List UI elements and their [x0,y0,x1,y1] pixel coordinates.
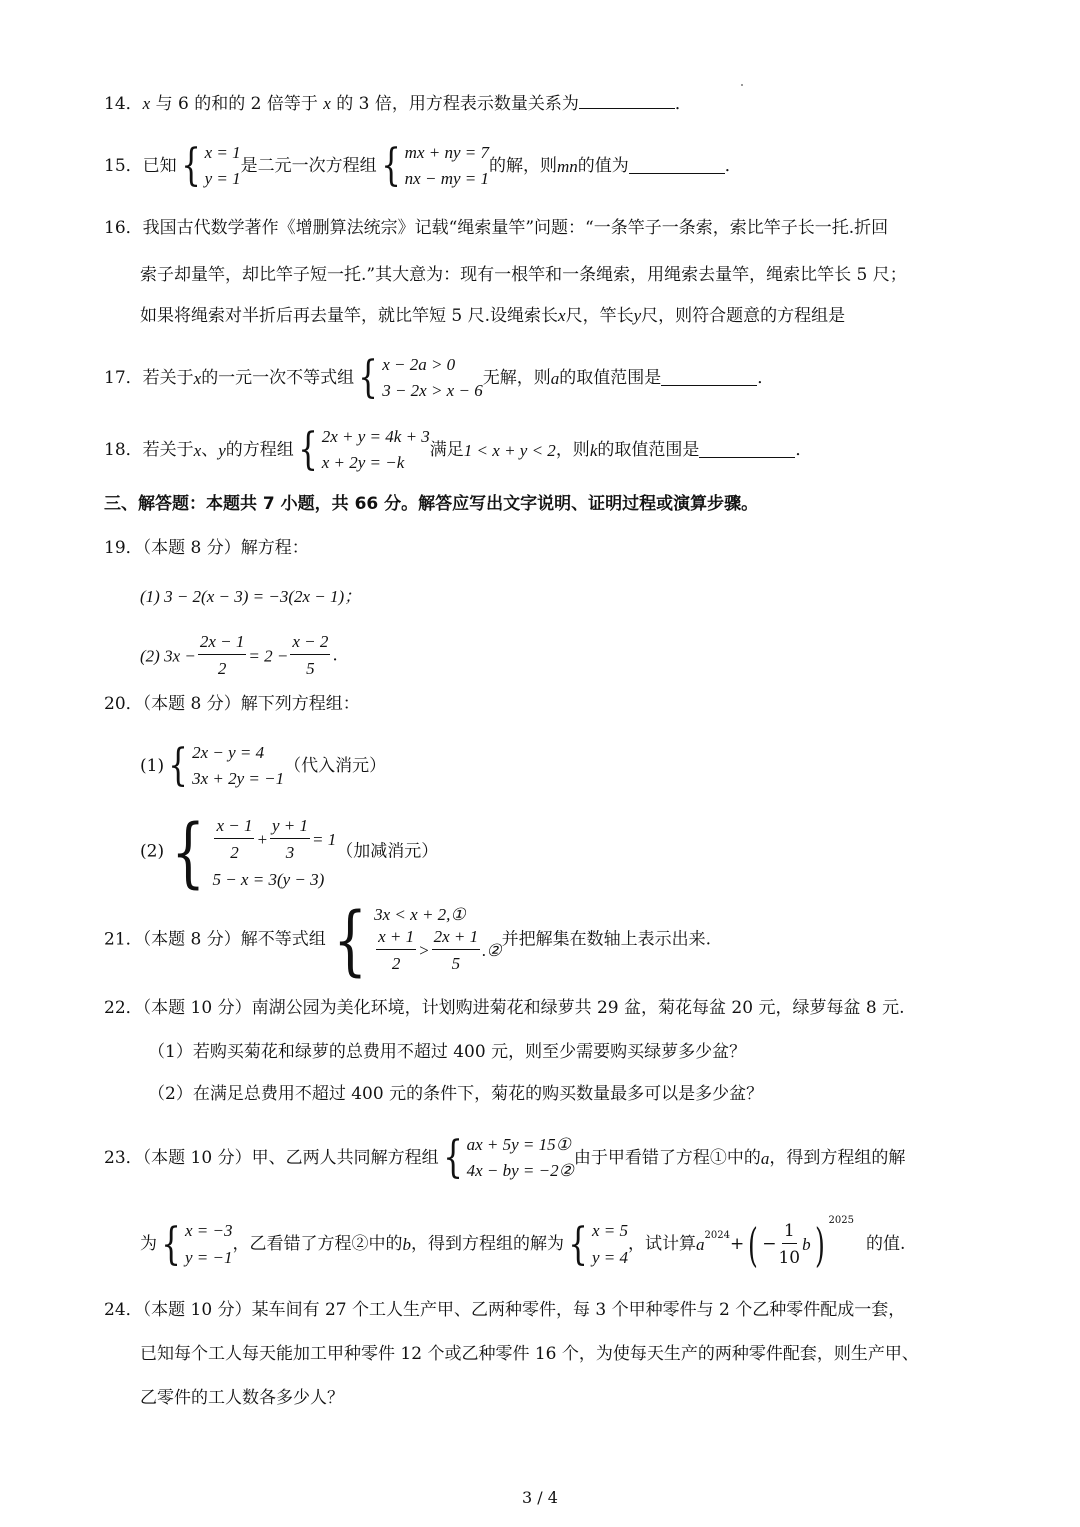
q23-text-l2d: ，试计算 [628,1234,697,1254]
q16-y: y [633,306,642,325]
q14-var2: x [323,94,331,113]
q23-exp1: 2024 [704,1230,730,1241]
denominator: 2 [391,954,401,973]
page-number: 3 / 4 [522,1488,558,1507]
numerator: 1 [782,1221,797,1244]
right-paren: ) [814,1217,825,1272]
question-14 [104,94,692,113]
q16-text-3b: 尺，竿长 [565,306,634,326]
q16-text-3c: 尺，则符合题意的方程组是 [641,306,846,326]
q18-number: 18． [104,439,143,460]
fraction [432,927,481,975]
q18-k: k [589,440,598,460]
sys-row: x = 1 [204,143,241,162]
q23-text-b: ，得到方程组的解 [769,1147,906,1168]
sys-row: y = 1 [204,169,241,189]
q20-p1-label: (1) [140,755,165,776]
numerator: 2x + 1 [432,927,481,950]
q23-base: a [696,1235,705,1254]
sys-row: nx − my = 1 [404,169,489,189]
question-21 [104,895,712,984]
left-paren: ( [748,1217,759,1272]
question-17 [104,352,774,405]
question-16-line1 [104,220,888,237]
answer-blank[interactable] [699,443,795,458]
fraction [376,927,416,975]
question-24-line2: 已知每个工人每天能加工甲种零件 12 个或乙种零件 16 个，为使每天生产的两种零件配套，则生产甲、 [140,1344,919,1364]
q18-text-d: ，则 [555,439,590,460]
q20-part2 [140,807,439,896]
q23-text-l2b: ，乙看错了方程②中的 [232,1234,403,1254]
answer-blank[interactable] [661,371,757,386]
speck [741,84,743,86]
equals: = 1 [312,830,337,849]
plus: + [256,830,268,849]
q17-period: ． [757,367,775,388]
question-22-title: 22．（本题 10 分）南湖公园为美化环境，计划购进菊花和绿萝共 29 盆，菊花每盆 20 元，绿萝每盆 8 元. [104,998,905,1018]
q19-p2-b: = 2 − [248,646,289,666]
q15-period: ． [724,155,742,176]
denominator: 5 [306,659,315,679]
q18-text-e: 的取值范围是 [597,439,700,460]
q19-part1: (1) 3 − 2(x − 3) = −3(2x − 1)； [140,587,362,606]
sys-row: y = −1 [185,1247,233,1267]
numerator: x − 1 [214,816,254,839]
q15-text-d: 的值为 [577,155,629,176]
q23-title: 23．（本题 10 分）甲、乙两人共同解方程组 [104,1147,439,1168]
q22-part1: （1）若购买菊花和绿萝的总费用不超过 400 元，则至少需要购买绿萝多少盆？ [148,1042,747,1062]
q15-text-a: 已知 [142,155,177,176]
q16-text-1: 我国古代数学著作《增删算法统宗》记载“绳索量竿”问题：“一条竿子一条索，索比竿子长一托.折回 [142,218,889,238]
equation-system: { 2x − y = 4 3x + 2y = −1 [168,740,285,792]
inequality-system: { 3x < x + 2,① $\frac{x + 1}{2}$ > $\frac{2x + 1}{5}$ .② [333,895,502,984]
q17-text-d: 的取值范围是 [559,367,662,388]
question-23-line1 [104,1132,905,1185]
q23-text-l2e: 的值. [865,1234,906,1254]
question-16-line2 [140,267,907,284]
sys-row: y = 4 [592,1247,629,1267]
q23-text-a: 由于甲看错了方程①中的 [573,1147,761,1168]
equation-system: { mx + ny = 7 nx − my = 1 [380,140,489,192]
circle-2: .② [482,941,502,960]
q14-number: 14． [104,94,143,114]
q15-number: 15． [104,155,143,176]
q23-a: a [760,1148,770,1168]
q19-p2-a: (2) 3x − [140,646,196,666]
q18-text-c: 满足 [429,439,464,460]
question-18 [104,424,812,477]
sys-row: x = 5 [592,1221,629,1241]
denominator: 2 [230,843,239,862]
q18-period: ． [795,439,813,460]
sys-row: 3x < x + 2,① [374,904,466,924]
q17-number: 17． [104,367,143,388]
denominator: 10 [778,1248,801,1268]
numerator: 2x − 1 [198,632,247,655]
answer-blank[interactable] [579,94,675,109]
q18-x: x [193,440,202,460]
q15-text-c: 的解，则 [488,155,557,176]
sys-row: x + 2y = −k [321,453,405,473]
q18-text-b: 的方程组 [225,439,294,460]
sys-row: 3 − 2x > x − 6 [382,381,483,401]
minus: − [762,1234,777,1254]
q15-mn: mn [556,156,578,176]
q18-inequality: 1 < x + y < 2 [463,440,556,460]
q14-text-a: 与 6 的和的 2 倍等于 [150,94,324,114]
sys-row: mx + ny = 7 [404,143,489,162]
q20-note1: （代入消元） [284,755,387,776]
q16-number: 16． [104,218,143,238]
solution-system: { x = 5 y = 4 [568,1218,629,1270]
sys-row: 2x + y = 4k + 3 [321,427,430,446]
q17-x: x [193,368,202,388]
q17-text-a: 若关于 [142,367,194,388]
solution-system: { x = 1 y = 1 [180,140,241,192]
q17-text-c: 无解，则 [482,367,551,388]
q17-text-b: 的一元一次不等式组 [201,367,355,388]
q14-var1: x [142,94,151,113]
numerator: x + 1 [376,927,416,950]
fraction [778,1221,800,1269]
plus: + [729,1234,745,1254]
denominator: 3 [285,843,295,862]
q18-y: y [218,440,226,460]
q21-title: 21．（本题 8 分）解不等式组 [104,929,326,950]
q23-exp2: 2025 [828,1215,854,1226]
answer-blank[interactable] [629,159,725,174]
inequality-system: { x − 2a > 0 3 − 2x > x − 6 [358,352,483,404]
q19-p2-c: . [332,645,338,666]
q23-b: b [402,1235,411,1254]
numerator: x − 2 [290,632,330,655]
q16-text-3a: 如果将绳索对半折后再去量竿，就比竿短 5 尺.设绳索长 [140,306,559,326]
question-19-title: 19．（本题 8 分）解方程： [104,538,309,558]
sys-row: 4x − by = −2② [466,1161,574,1181]
question-23-line2 [140,1216,905,1271]
q23-fb: b [802,1235,811,1254]
q22-part2: （2）在满足总费用不超过 400 元的条件下，菊花的购买数量最多可以是多少盆？ [148,1084,764,1104]
denominator: 2 [217,659,227,679]
q16-x: x [558,306,566,325]
sys-row: 5 − x = 3(y − 3) [212,870,325,890]
section-3-heading: 三、解答题：本题共 7 小题，共 66 分。解答应写出文字说明、证明过程或演算步骤。 [104,494,759,514]
solution-system: { x = −3 y = −1 [161,1218,233,1270]
question-20-title: 20．（本题 8 分）解下列方程组： [104,694,360,714]
q18-text-a: 若关于 [142,439,194,460]
q16-text-2: 索子却量竿，却比竿子短一托.”其大意为：现有一根竿和一条绳索，用绳索去量竿，绳索比竿长 5 尺； [140,265,907,285]
sys-row: 2x − y = 4 [192,743,265,762]
q14-text-b: 的 3 倍，用方程表示数量关系为 [330,94,579,114]
equation-system: { ax + 5y = 15① 4x − by = −2② [442,1132,574,1184]
q14-period: ． [674,94,692,114]
denominator: 5 [451,954,461,973]
fraction [290,632,330,680]
numerator: y + 1 [270,816,310,839]
q19-part2 [140,632,338,680]
fraction [270,816,310,864]
greater-than: > [418,941,430,960]
q17-a: a [550,368,560,388]
question-15 [104,140,742,193]
sys-row: 3x + 2y = −1 [192,769,285,789]
fraction [214,816,254,864]
q20-p2-label: (2) [140,841,165,862]
equation-system: { 2x + y = 4k + 3 x + 2y = −k [297,424,430,476]
q18-sep: 、 [201,439,219,460]
sys-row: x − 2a > 0 [382,355,456,374]
q20-part1 [140,740,386,793]
q15-text-b: 是二元一次方程组 [240,155,377,176]
fraction [198,632,247,680]
q20-note2: （加减消元） [336,841,439,862]
question-24-line3: 乙零件的工人数各多少人？ [140,1388,344,1408]
question-24-line1: 24．（本题 10 分）某车间有 27 个工人生产甲、乙两种零件，每 3 个甲种零件与 2 个乙种零件配成一套， [104,1300,906,1320]
q23-text-l2c: ，得到方程组的解为 [411,1234,564,1254]
q23-text-l2a: 为 [140,1234,157,1254]
question-16-line3 [140,307,845,325]
sys-row: x = −3 [185,1221,233,1241]
sys-row: ax + 5y = 15① [466,1135,571,1154]
q21-tail: 并把解集在数轴上表示出来. [501,929,712,950]
equation-system: { $\frac{x - 1}{2}$ + $\frac{y + 1}{3}$ = 1 5 − x = 3(y − 3) [171,807,337,896]
